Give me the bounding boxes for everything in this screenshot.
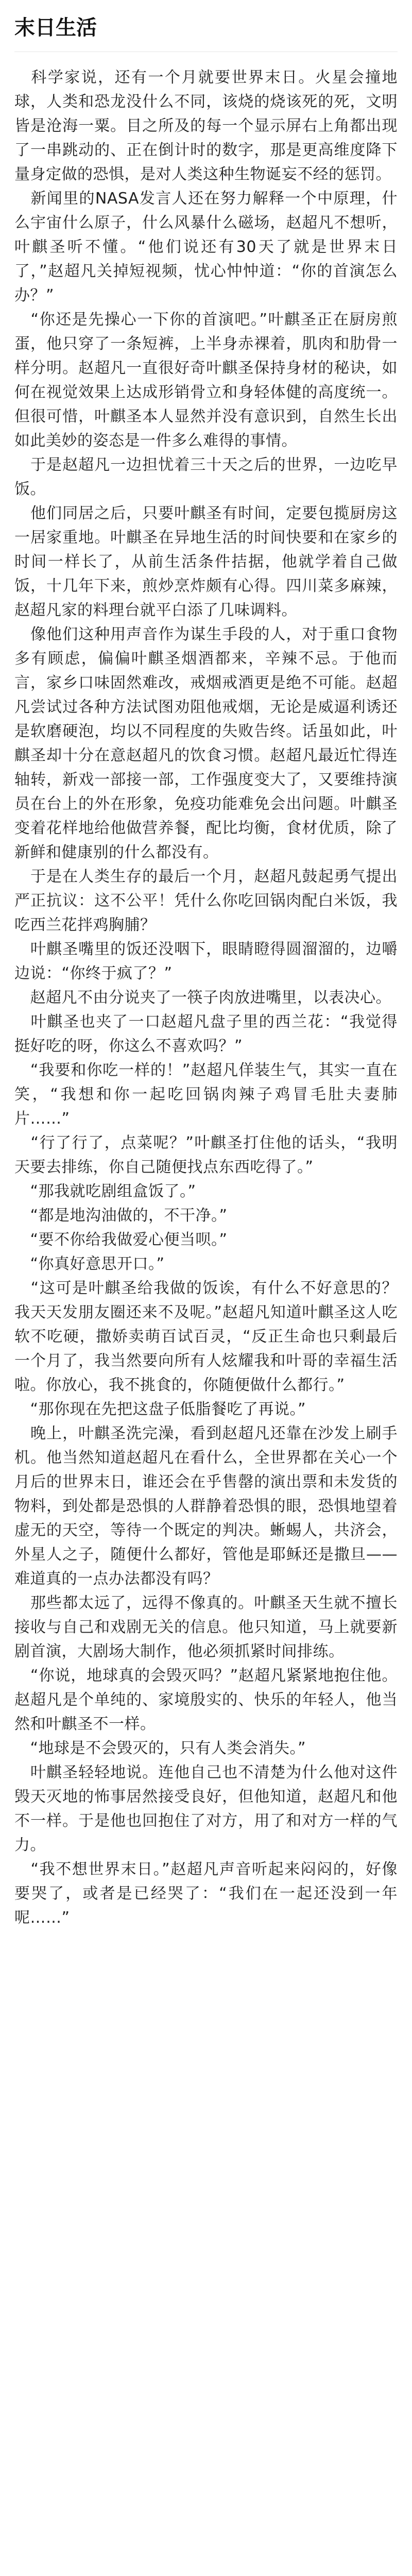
article-paragraph: 他们同居之后，只要叶麒圣有时间，定要包揽厨房这一居家重地。叶麒圣在异地生活的时间快要和在家乡的时间一样长了，从前生活条件拮据，他就学着自己做饭，十几年下来，煎炒烹炸颇有心得。四川菜多麻辣，赵超凡家的料理台就平白添了几味调料。 [14,504,398,619]
article-paragraph: 科学家说，还有一个月就要世界末日。火星会撞地球，人类和恐龙没什么不同，该烧的烧该死的死，文明皆是沧海一粟。目之所及的每一个显示屏右上角都出现了一串跳动的、正在倒计时的数字，那是更高维度降下量身定做的恐惧，是对人类这种生物诞妄不经的惩罚。 [14,69,398,183]
article-paragraph: 叶麒圣嘴里的饭还没咽下，眼睛瞪得圆溜溜的，边嚼边说：“你终于疯了？” [14,940,398,982]
article-title: 末日生活 [14,16,97,40]
article-paragraph: “行了行了，点菜呢？”叶麒圣打住他的话头，“我明天要去排练，你自己随便找点东西吃得了。” [14,1134,398,1176]
article-paragraph: 那些都太远了，远得不像真的。叶麒圣天生就不擅长接收与自己和戏剧无关的信息。他只知道，马上就要新剧首演，大剧场大制作，他必须抓紧时间排练。 [14,1594,398,1660]
article-paragraph: “我要和你吃一样的！”赵超凡佯装生气，其实一直在笑，“我想和你一起吃回锅肉辣子鸡冒毛肚夫妻肺片……” [14,1061,398,1128]
article-paragraph: “都是地沟油做的，不干净。” [14,1207,228,1225]
article-paragraph: 叶麒圣轻轻地说。连他自己也不清楚为什么他对这件毁天灭地的怖事居然接受良好，但他知道，赵超凡和他不一样。于是他也回抱住了对方，用了和对方一样的气力。 [14,1764,398,1854]
article-body [14,65,398,1930]
article-paragraph: 新闻里的NASA发言人还在努力解释一个中原理，什么宇宙什么原子，什么风暴什么磁场，赵超凡不想听，叶麒圣听不懂。“他们说还有30天了就是世界末日了，”赵超凡关掉短视频，忧心忡忡道：“你的首演怎么办？” [14,190,398,304]
article-paragraph: 叶麒圣也夹了一口赵超凡盘子里的西兰花：“我觉得挺好吃的呀，你这么不喜欢吗？” [14,1013,398,1055]
article-paragraph: 赵超凡不由分说夹了一筷子肉放进嘴里，以表决心。 [14,989,391,1007]
article-paragraph: “我不想世界末日。”赵超凡声音听起来闷闷的，好像要哭了，或者是已经哭了：“我们在一起还没到一年呢……” [14,1860,398,1927]
article-paragraph: “你说，地球真的会毁灭吗？”赵超凡紧紧地抱住他。赵超凡是个单纯的、家境殷实的、快乐的年轻人，他当然和叶麒圣不一样。 [14,1667,398,1733]
article-paragraph: “那你现在先把这盘子低脂餐吃了再说。” [14,1400,306,1418]
article-paragraph: “你真好意思开口。” [14,1255,165,1273]
article-paragraph: 晚上，叶麒圣洗完澡，看到赵超凡还靠在沙发上刷手机。他当然知道赵超凡在看什么，全世界都在关心一个月后的世界末日，谁还会在乎售罄的演出票和未发货的物料，到处都是恐惧的人群静着恐惧的眼，恐惧地望着虚无的天空，等待一个既定的判决。蜥蜴人，共济会，外星人之子，随便什么都好，管他是耶稣还是撒旦——难道真的一点办法都没有吗？ [14,1425,398,1588]
article-paragraph: “要不你给我做爱心便当呗。” [14,1231,228,1249]
article-paragraph: 于是在人类生存的最后一个月，赵超凡鼓起勇气提出严正抗议：这不公平！凭什么你吃回锅肉配白米饭，我吃西兰花拌鸡胸脯？ [14,868,398,934]
article-paragraph: “你还是先操心一下你的首演吧。”叶麒圣正在厨房煎蛋，他只穿了一条短裤，上半身赤裸着，肌肉和肋骨一样分明。赵超凡一直很好奇叶麒圣保持身材的秘诀，如何在视觉效果上达成形销骨立和身轻体健的高度统一。但很可惜，叶麒圣本人显然并没有意识到，自然生长出如此美妙的姿态是一件多么难得的事情。 [14,311,398,450]
article-paragraph: “地球是不会毁灭的，只有人类会消失。” [14,1739,306,1757]
article-paragraph: 像他们这种用声音作为谋生手段的人，对于重口食物多有顾虑，偏偏叶麒圣烟酒都来，辛辣不忌。于他而言，家乡口味固然难改，戒烟戒酒更是绝不可能。赵超凡尝试过各种方法试图劝阻他戒烟，无论是威逼利诱还是软磨硬泡，均以不同程度的失败告终。话虽如此，叶麒圣却十分在意赵超凡的饮食习惯。赵超凡最近忙得连轴转，新戏一部接一部，工作强度变大了，又要维持演员在台上的外在形象，免疫功能难免会出问题。叶麒圣变着花样地给他做营养餐，配比均衡，食材优质，除了新鲜和健康别的什么都没有。 [14,625,398,861]
article-paragraph: “这可是叶麒圣给我做的饭诶，有什么不好意思的？我天天发朋友圈还来不及呢。”赵超凡知道叶麒圣这人吃软不吃硬，撒娇卖萌百试百灵，“反正生命也只剩最后一个月了，我当然要向所有人炫耀我和叶哥的幸福生活啦。你放心，我不挑食的，你随便做什么都行。” [14,1279,398,1394]
article-paragraph: 于是赵超凡一边担忧着三十天之后的世界，一边吃早饭。 [14,456,398,498]
article-paragraph: “那我就吃剧组盒饭了。” [14,1182,196,1200]
